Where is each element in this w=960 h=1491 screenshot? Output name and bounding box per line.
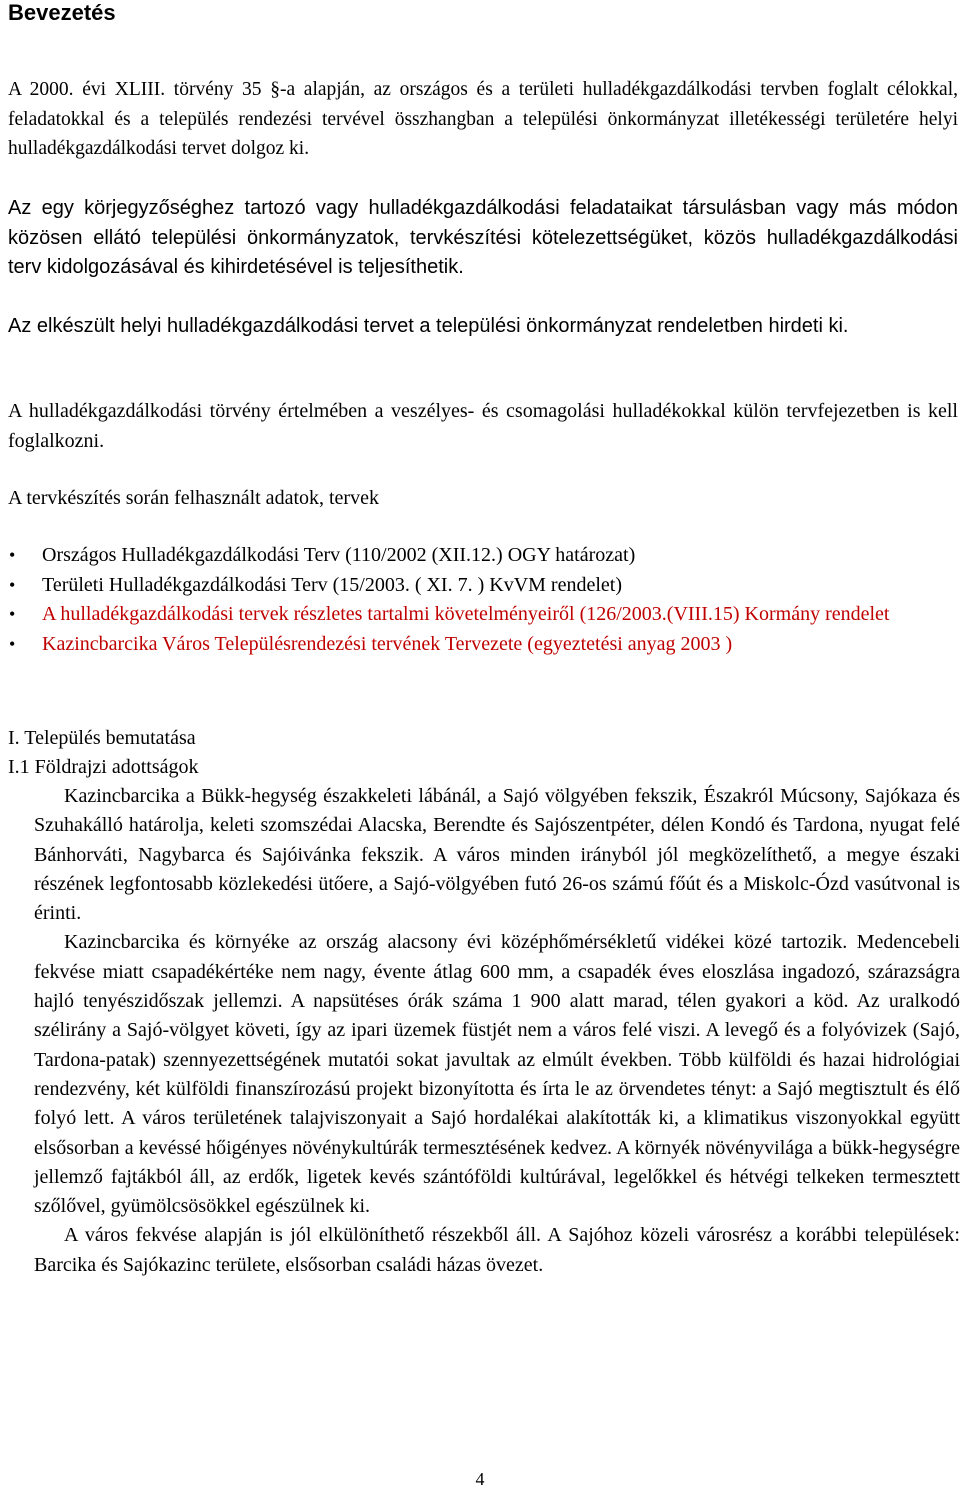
page-heading: Bevezetés: [8, 0, 116, 25]
source-text: Országos Hulladékgazdálkodási Terv (110/2002 (XII.12.) OGY határozat): [42, 544, 636, 566]
page-number: 4: [475, 1469, 485, 1489]
intro-paragraph-association: Az egy körjegyzőséghez tartozó vagy hulladékgazdálkodási feladataikat társulásban vagy más módon közösen ellátó települési önkormányzatok, tervkészítési kötelezettségüket, közös hulladékgazdálkodási terv kidolgozásával és kihirdetésével is teljesíthetik.: [8, 197, 958, 278]
source-text: Területi Hulladékgazdálkodási Terv (15/2003. ( XI. 7. ) KvVM rendelet): [42, 573, 622, 596]
sources-list: [0, 541, 950, 659]
body-paragraph-location: Kazincbarcika a Bükk-hegység északkeleti lábánál, a Sajó völgyében fekszik, Északról Múcsony, Sajókaza és Szuhakálló határolja, keleti szomszédai Alacska, Berendte és Sajószentpéter, délen Kondó és Tardona, nyugat felé Bánhorváti, Nagybarca és Sajóivánka fekszik. A város minden irányból jól megközelíthető, a megye északi részének legfontosabb közlekedési ütőere, a Sajó-völgyében futó 26-os számú főút és a Miskolc-Ózd vasútvonal is érinti.: [34, 785, 960, 925]
geography-body: [34, 782, 960, 1280]
body-paragraph-climate: Kazincbarcika és környéke az ország alacsony évi középhőmérsékletű vidékei közé tartozik. Medencebeli fekvése miatt csapadékértéke nem nagy, évente átlag 600 mm, a csapadék éves eloszlása ingadozó, szárazságra hajló tenyészidőszak jellemzi. A napsütéses órák száma 1 900 alatt marad, télen gyakori a köd. Az uralkodó szélirány a Sajó-völgyet követi, így az ipari üzemek füstjét nem a város felé viszi. A levegő és a folyóvizek (Sajó, Tardona-patak) szennyezettségének mutatói sokat javultak az elmúlt években. Több külföldi és hazai hidrológiai rendezvény, két külföldi finanszírozású projekt bizonyította és írta le az örvendetes tényt: a Sajó megtisztult és élő folyó lett. A város területének talajviszonyait a Sajó hordalékai alakították ki, a klimatikus viszonyokkal együtt elsősorban a kevéssé hőigényes növénykultúrák termesztésének kedvez. A környék növényvilága a bükk-hegységre jellemző fajtákból áll, az erdők, ligetek kevés szántóföldi kultúrával, legelőkkel és hétvégi telkeken termesztett szőlővel, gyümölcsösökkel egészülnek ki.: [34, 931, 960, 1218]
section-title: I. Település bemutatása: [8, 727, 196, 749]
list-item: [0, 541, 950, 571]
body-paragraph-districts: A város fekvése alapján is jól elkülöníthető részekből áll. A Sajóhoz közeli városrész a korábbi települések: Barcika és Sajókazinc területe, elsősorban családi házas övezet.: [34, 1224, 960, 1276]
bullet-icon: •: [9, 633, 16, 654]
source-text: Kazincbarcika Város Településrendezési tervének Tervezete (egyeztetési anyag 2003 ): [42, 632, 733, 655]
bullet-icon: •: [9, 604, 16, 624]
list-item: [0, 630, 950, 660]
list-item: [0, 571, 950, 601]
sources-intro: A tervkészítés során felhasznált adatok, tervek: [8, 487, 379, 509]
intro-paragraph-law: A 2000. évi XLIII. törvény 35 §-a alapján, az országos és a területi hulladékgazdálkodási tervben foglalt célokkal, feladatokkal és a település rendezési tervével összhangban a települési önkormányzat illetékességi területére helyi hulladékgazdálkodási tervet dolgoz ki.: [8, 79, 958, 159]
bullet-icon: •: [9, 545, 16, 565]
bullet-icon: •: [9, 574, 16, 595]
list-item: [0, 600, 950, 630]
subsection-title: I.1 Földrajzi adottságok: [8, 756, 199, 778]
source-text: A hulladékgazdálkodási tervek részletes tartalmi követelményeiről (126/2003.(VIII.15) Kormány rendelet: [42, 603, 890, 625]
intro-paragraph-hazardous: A hulladékgazdálkodási törvény értelmében a veszélyes- és csomagolási hulladékokkal külön tervfejezetben is kell foglalkozni.: [8, 400, 958, 452]
intro-paragraph-decree: Az elkészült helyi hulladékgazdálkodási tervet a települési önkormányzat rendeletben hirdeti ki.: [8, 315, 849, 337]
